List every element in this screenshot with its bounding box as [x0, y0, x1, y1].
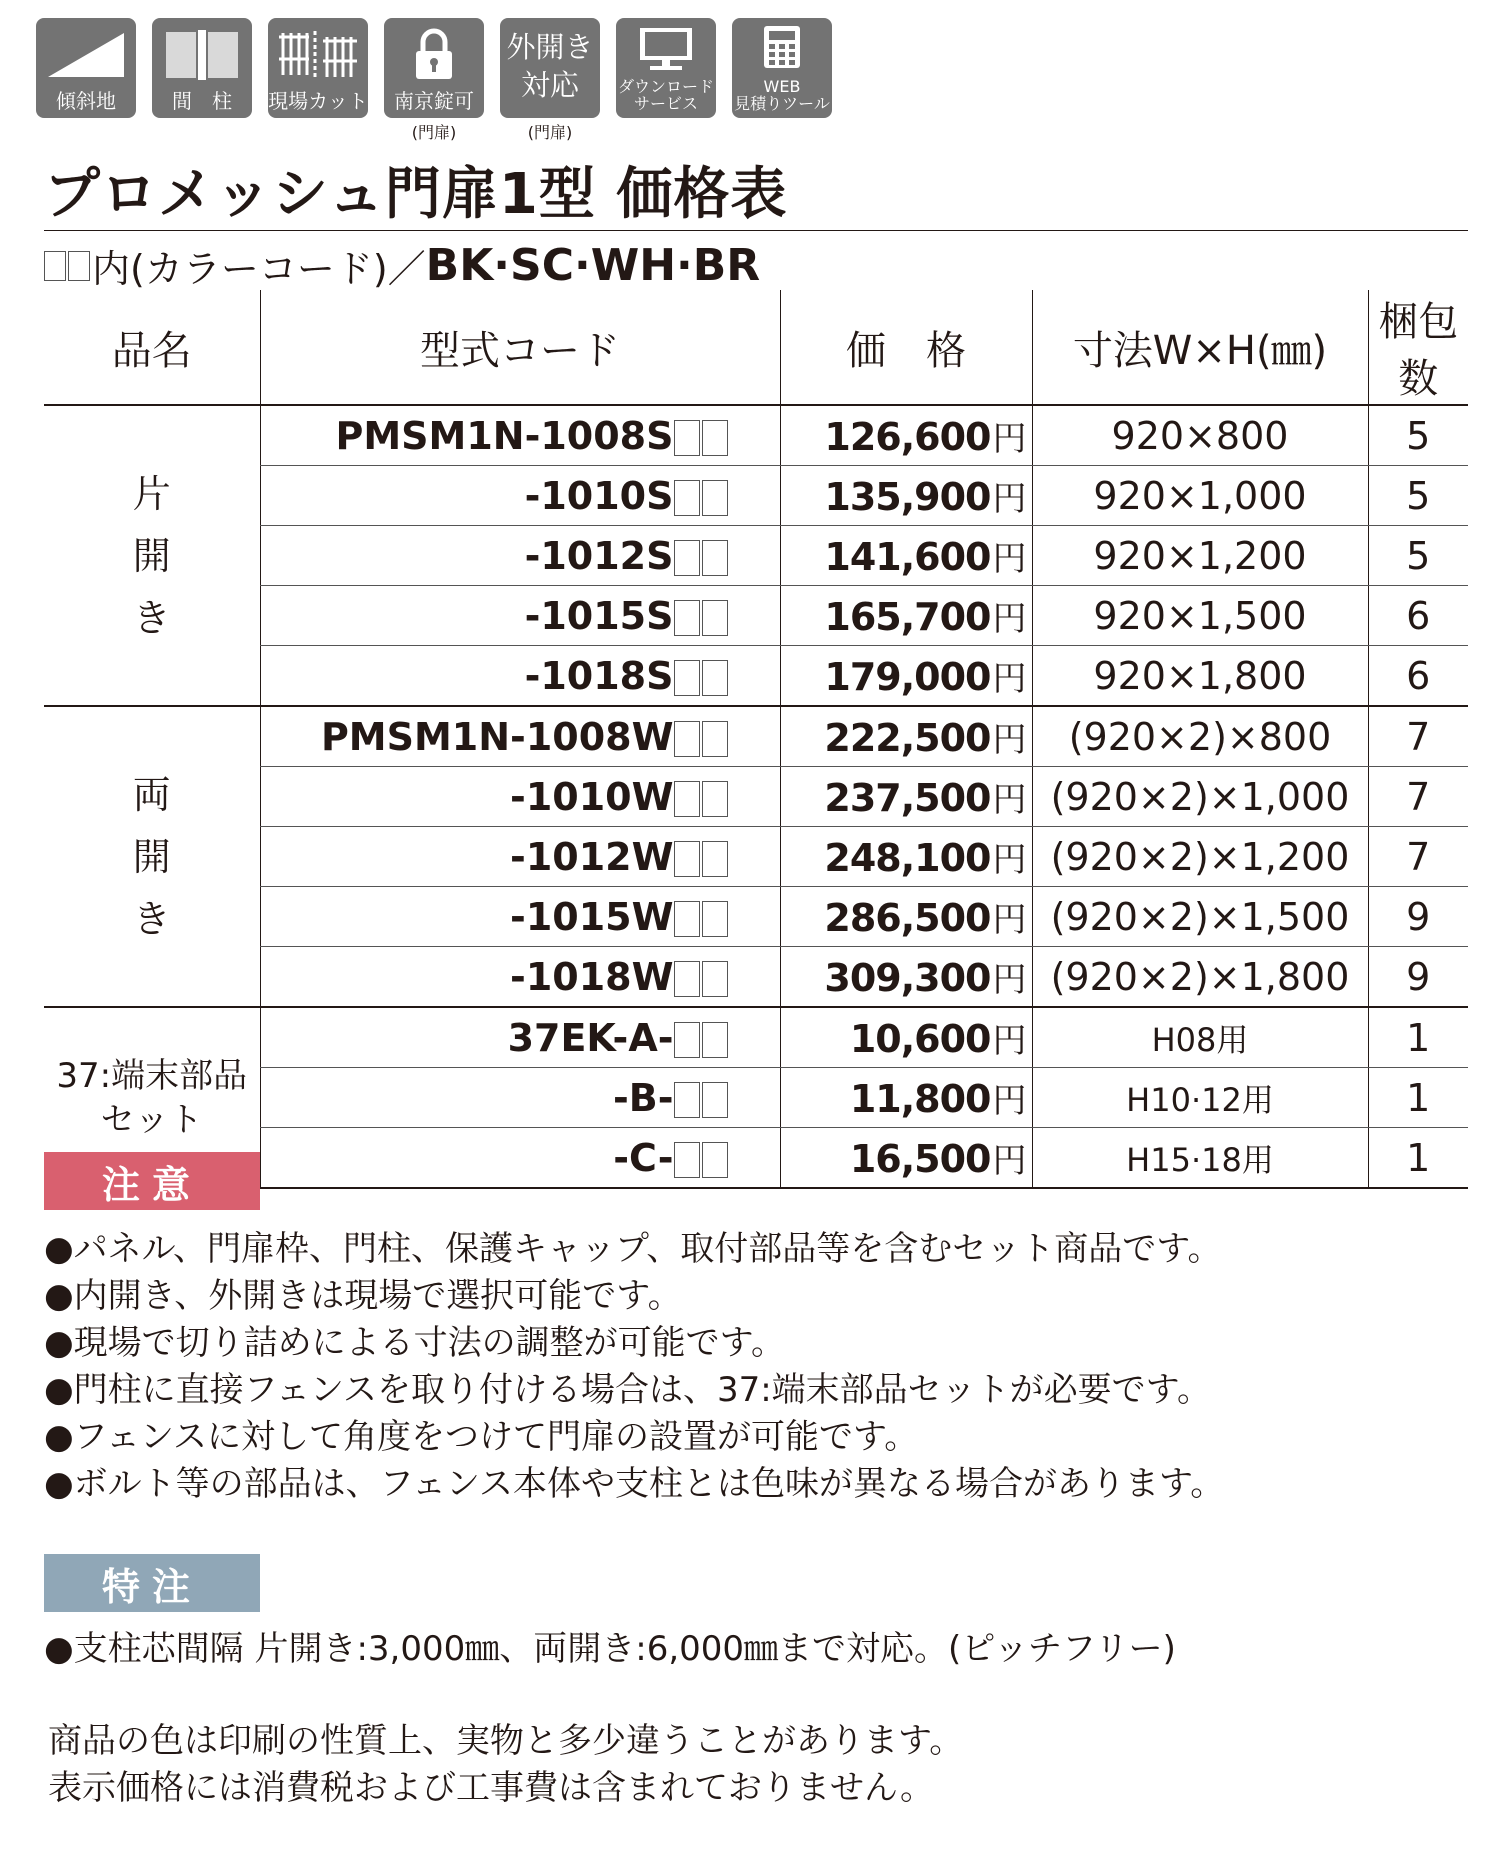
dimension-cell: 920×800 [1032, 405, 1368, 466]
model-code-cell [260, 1007, 780, 1068]
feature-outward-open [500, 18, 600, 143]
footer-line: 商品の色は印刷の性質上、実物と多少違うことがあります。 [48, 1721, 964, 1761]
color-code-box [44, 251, 66, 281]
outward-open-icon: 外開き 対応 [506, 30, 594, 102]
page-title: プロメッシュ門扉1型 価格表 [44, 162, 788, 227]
color-code-box [702, 540, 728, 576]
price-cell [780, 646, 1032, 707]
color-code-box [702, 721, 728, 757]
model-code: -C- [613, 1135, 674, 1180]
color-code-note: 内(カラーコード)／ [92, 247, 426, 291]
list-item: ●フェンスに対して角度をつけて門扉の設置が可能です。 [44, 1417, 919, 1457]
model-code: -1010S [524, 473, 674, 518]
list-item: ●内開き、外開きは現場で選択可能です。 [44, 1276, 682, 1316]
model-code-cell [260, 767, 780, 827]
yen-unit: 円 [992, 1081, 1026, 1121]
dimension-cell: H10·12用 [1032, 1068, 1368, 1128]
yen-unit: 円 [992, 1141, 1026, 1181]
yen-unit: 円 [992, 1021, 1026, 1061]
footer-notes [48, 1718, 963, 1812]
yen-unit: 円 [992, 599, 1026, 639]
feature-site-cut [268, 18, 368, 143]
model-code-cell [260, 947, 780, 1008]
package-count-cell: 5 [1368, 466, 1468, 526]
model-code: -1012W [510, 834, 674, 879]
list-item: ●ボルト等の部品は、フェンス本体や支柱とは色味が異なる場合があります。 [44, 1464, 1225, 1504]
dimension-cell: H15·18用 [1032, 1128, 1368, 1189]
color-code-box [674, 1022, 700, 1058]
color-code-box [68, 251, 90, 281]
site-cut-icon [268, 24, 368, 84]
header-dimensions: 寸法W×H(㎜) [1032, 290, 1368, 405]
dimension-cell: H08用 [1032, 1007, 1368, 1068]
model-code-cell [260, 466, 780, 526]
yen-unit: 円 [992, 900, 1026, 940]
model-code: -1018W [510, 954, 674, 999]
feature-icons [36, 18, 832, 143]
color-code-box [702, 420, 728, 456]
yen-unit: 円 [992, 419, 1026, 459]
price-value: 309,300 [824, 956, 991, 1000]
color-code-box [702, 660, 728, 696]
price-table [44, 290, 1468, 1189]
table-body [44, 405, 1468, 1188]
price-value: 11,800 [849, 1077, 991, 1121]
price-cell [780, 1068, 1032, 1128]
color-code-box [702, 1142, 728, 1178]
package-count-cell: 6 [1368, 646, 1468, 707]
model-code-cell [260, 887, 780, 947]
yen-unit: 円 [992, 840, 1026, 880]
header-price: 価 格 [780, 290, 1032, 405]
feature-slope [36, 18, 136, 143]
feature-label: 現場カット [268, 89, 368, 113]
package-count-cell: 5 [1368, 405, 1468, 466]
dimension-cell: 920×1,800 [1032, 646, 1368, 707]
model-code: PMSM1N-1008W [320, 714, 674, 759]
feature-sublabel: (門扉) [411, 123, 457, 142]
color-code-box [674, 480, 700, 516]
package-count-cell: 5 [1368, 526, 1468, 586]
color-code-box [702, 1082, 728, 1118]
web-estimate-tool-icon [732, 24, 832, 70]
feature-web-estimate [732, 18, 832, 143]
model-code: -1012S [524, 533, 674, 578]
price-value: 10,600 [849, 1017, 991, 1061]
price-cell [780, 526, 1032, 586]
color-code-box [702, 781, 728, 817]
price-value: 237,500 [824, 776, 991, 820]
price-value: 141,600 [824, 535, 991, 579]
model-code: PMSM1N-1008S [335, 413, 674, 458]
price-cell [780, 887, 1032, 947]
price-value: 248,100 [824, 836, 991, 880]
feature-label: WEB 見積りツール [734, 77, 830, 113]
footer-line: 表示価格には消費税および工事費は含まれておりません。 [48, 1768, 935, 1808]
list-item: ●門柱に直接フェンスを取り付ける場合は、37:端末部品セットが必要です。 [44, 1370, 1211, 1410]
model-code-cell [260, 586, 780, 646]
dimension-cell: 920×1,200 [1032, 526, 1368, 586]
yen-unit: 円 [992, 780, 1026, 820]
feature-label: 南京錠可 [394, 89, 474, 113]
color-code-box [702, 901, 728, 937]
table-row [44, 706, 1468, 767]
price-cell [780, 466, 1032, 526]
price-cell [780, 767, 1032, 827]
price-cell [780, 947, 1032, 1008]
model-code-cell [260, 1068, 780, 1128]
package-count-cell: 7 [1368, 706, 1468, 767]
feature-label: ダウンロード サービス [617, 77, 714, 113]
feature-padlock [384, 18, 484, 143]
post-icon [152, 24, 252, 84]
color-code-box [674, 1082, 700, 1118]
header-product-name: 品名 [44, 290, 260, 405]
product-group-name: 片 開 き [44, 405, 260, 706]
package-count-cell: 9 [1368, 887, 1468, 947]
model-code: -1018S [524, 653, 674, 698]
dimension-cell: 920×1,500 [1032, 586, 1368, 646]
color-code-line [44, 238, 760, 293]
slope-icon [36, 24, 136, 84]
price-value: 179,000 [824, 655, 991, 699]
color-code-box [674, 961, 700, 997]
list-item: ●支柱芯間隔 片開き:3,000㎜、両開き:6,000㎜まで対応。(ピッチフリー) [44, 1629, 1176, 1669]
yen-unit: 円 [992, 479, 1026, 519]
package-count-cell: 9 [1368, 947, 1468, 1008]
feature-post [152, 18, 252, 143]
color-code-box [702, 480, 728, 516]
feature-label: 間 柱 [172, 89, 232, 113]
price-cell [780, 827, 1032, 887]
yen-unit: 円 [992, 720, 1026, 760]
model-code-cell [260, 405, 780, 466]
model-code: -1015S [524, 593, 674, 638]
special-order-badge: 特注 [44, 1554, 260, 1612]
package-count-cell: 7 [1368, 827, 1468, 887]
model-code: 37EK-A- [507, 1015, 674, 1060]
color-code-box [674, 420, 700, 456]
color-code-box [674, 901, 700, 937]
color-code-box [674, 540, 700, 576]
header-package-count: 梱包数 [1368, 290, 1468, 405]
list-item: ●パネル、門扉枠、門柱、保護キャップ、取付部品等を含むセット商品です。 [44, 1229, 1222, 1269]
feature-sublabel: (門扉) [527, 123, 573, 142]
notice-badge: 注意 [44, 1152, 260, 1210]
feature-download [616, 18, 716, 143]
price-cell [780, 1128, 1032, 1189]
yen-unit: 円 [992, 659, 1026, 699]
package-count-cell: 1 [1368, 1128, 1468, 1189]
color-code-box [674, 600, 700, 636]
color-code-box [674, 841, 700, 877]
product-group-name: 両 開 き [44, 706, 260, 1007]
color-code-box [702, 1022, 728, 1058]
dimension-cell: (920×2)×1,000 [1032, 767, 1368, 827]
dimension-cell: (920×2)×1,800 [1032, 947, 1368, 1008]
dimension-cell: (920×2)×800 [1032, 706, 1368, 767]
feature-label: 傾斜地 [56, 89, 116, 113]
model-code-cell [260, 706, 780, 767]
price-cell [780, 1007, 1032, 1068]
color-code-box [674, 781, 700, 817]
list-item: ●現場で切り詰めによる寸法の調整が可能です。 [44, 1323, 785, 1363]
price-cell [780, 586, 1032, 646]
price-value: 165,700 [824, 595, 991, 639]
color-code-box [674, 660, 700, 696]
price-value: 126,600 [824, 415, 991, 459]
header-model-code: 型式コード [260, 290, 780, 405]
price-value: 135,900 [824, 475, 991, 519]
color-codes: BK·SC·WH·BR [425, 240, 761, 291]
model-code-cell [260, 827, 780, 887]
package-count-cell: 1 [1368, 1068, 1468, 1128]
package-count-cell: 6 [1368, 586, 1468, 646]
price-value: 286,500 [824, 896, 991, 940]
color-code-box [674, 1142, 700, 1178]
model-code-cell [260, 526, 780, 586]
price-value: 222,500 [824, 716, 991, 760]
price-cell [780, 706, 1032, 767]
color-code-box [702, 961, 728, 997]
package-count-cell: 7 [1368, 767, 1468, 827]
table-row [44, 1007, 1468, 1068]
yen-unit: 円 [992, 960, 1026, 1000]
table-row [44, 405, 1468, 466]
price-cell [780, 405, 1032, 466]
table-header-row [44, 290, 1468, 405]
price-value: 16,500 [849, 1137, 991, 1181]
package-count-cell: 1 [1368, 1007, 1468, 1068]
model-code: -1010W [510, 774, 674, 819]
download-service-icon [616, 26, 716, 72]
padlock-icon [384, 24, 484, 84]
yen-unit: 円 [992, 539, 1026, 579]
model-code-cell [260, 1128, 780, 1189]
product-group-name: 37:端末部品 セット [44, 1007, 260, 1188]
model-code: -B- [612, 1075, 674, 1120]
notice-list [44, 1226, 1224, 1508]
color-code-box [674, 721, 700, 757]
title-divider [44, 230, 1468, 231]
color-code-box [702, 600, 728, 636]
color-code-box [702, 841, 728, 877]
dimension-cell: (920×2)×1,500 [1032, 887, 1368, 947]
dimension-cell: (920×2)×1,200 [1032, 827, 1368, 887]
model-code: -1015W [510, 894, 674, 939]
special-order-list [44, 1626, 1176, 1673]
dimension-cell: 920×1,000 [1032, 466, 1368, 526]
model-code-cell [260, 646, 780, 707]
